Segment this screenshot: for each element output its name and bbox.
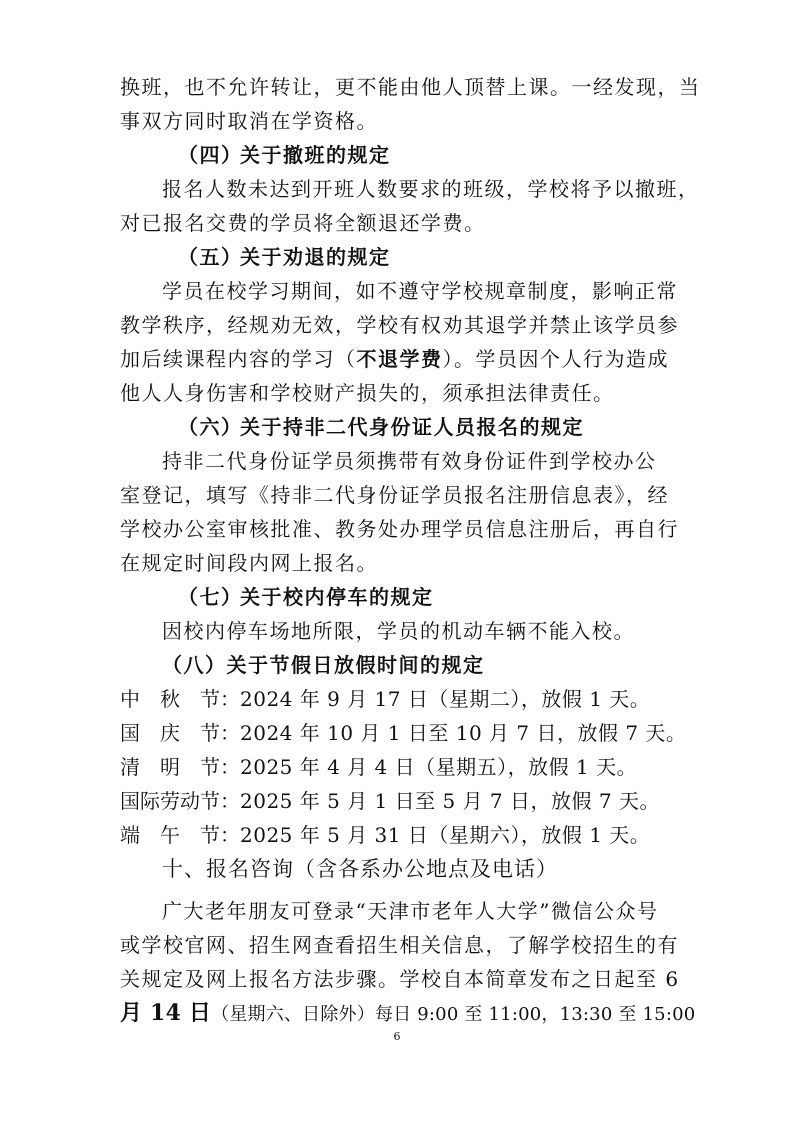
- holiday-name: 国 庆 节：: [120, 721, 240, 745]
- body-text-line: [120, 996, 696, 1032]
- holiday-row: [120, 682, 680, 716]
- holiday-row: [120, 750, 680, 784]
- holiday-row: [120, 818, 680, 852]
- holiday-name: 国际劳动节：: [120, 789, 240, 813]
- body-text-line: 或学校官网、招生网查看招生相关信息，了解学校招生的有: [120, 933, 679, 957]
- text-run: 加后续课程内容的学习（: [120, 347, 357, 371]
- section-heading-5: [178, 240, 738, 274]
- text-run: （星期六、日除外）每日 9:00 至 11:00，13:30 至 15:00: [211, 1004, 696, 1025]
- holiday-row: [120, 716, 687, 750]
- holiday-row: [120, 784, 680, 818]
- holiday-detail: 2024 年 9 月 17 日（星期二），放假 1 天。: [240, 687, 651, 711]
- section-heading-8: （八）关于节假日放假时间的规定: [162, 653, 485, 677]
- section-number: （五）: [178, 245, 243, 269]
- holiday-name: 清 明 节：: [120, 755, 240, 779]
- body-text-line: 事双方同时取消在学资格。: [120, 109, 378, 133]
- body-text-line: 因校内停车场地所限，学员的机动车辆不能入校。: [162, 619, 635, 643]
- holiday-detail: 2025 年 5 月 31 日（星期六），放假 1 天。: [240, 823, 651, 847]
- holiday-detail: 2024 年 10 月 1 日至 10 月 7 日，放假 7 天。: [240, 721, 687, 745]
- body-text-line: 教学秩序，经规劝无效，学校有权劝其退学并禁止该学员参: [120, 313, 679, 337]
- section-number: （七）: [178, 585, 243, 609]
- body-text-line: 在规定时间段内网上报名。: [120, 551, 378, 575]
- body-text-line: 报名人数未达到开班人数要求的班级，学校将予以撤班，: [162, 177, 700, 201]
- section-heading-10: 十、报名咨询（含各系办公地点及电话）: [162, 857, 558, 881]
- section-title: 关于校内停车的规定: [240, 585, 434, 609]
- section-title: 关于劝退的规定: [240, 245, 391, 269]
- body-text-line: 广大老年朋友可登录“天津市老年人大学”微信公众号: [162, 899, 659, 923]
- holiday-detail: 2025 年 5 月 1 日至 5 月 7 日，放假 7 天。: [240, 789, 660, 813]
- body-text-line: 室登记，填写《持非二代身份证学员报名注册信息表》，经: [120, 483, 669, 507]
- body-text-line: 持非二代身份证学员须携带有效身份证件到学校办公: [162, 449, 657, 473]
- section-title: 关于持非二代身份证人员报名的规定: [240, 415, 584, 439]
- body-text-line: 学校办公室审核批准、教务处办理学员信息注册后，再自行: [120, 517, 679, 541]
- holiday-detail: 2025 年 4 月 4 日（星期五），放假 1 天。: [240, 755, 638, 779]
- section-heading-7: [178, 580, 738, 614]
- body-text-line: 对已报名交费的学员将全额退还学费。: [120, 211, 486, 235]
- body-text-line: 学员在校学习期间，如不遵守学校规章制度，影响正常: [162, 279, 678, 303]
- text-run: ）。学员因个人行为造成: [442, 347, 669, 371]
- section-heading-4: [178, 138, 738, 172]
- section-heading-6: [178, 410, 738, 444]
- section-number: （六）: [178, 415, 243, 439]
- body-text-line: 换班，也不允许转让，更不能由他人顶替上课。一经发现，当: [120, 75, 701, 99]
- section-title: 关于撤班的规定: [240, 143, 391, 167]
- bold-text: 不退学费: [356, 347, 443, 371]
- section-number: （四）: [178, 143, 243, 167]
- holiday-name: 中 秋 节：: [120, 687, 240, 711]
- page-number: 6: [393, 1030, 401, 1043]
- bold-date: 月 14 日: [120, 1000, 212, 1026]
- body-text-line: 他人人身伤害和学校财产损失的，须承担法律责任。: [120, 381, 615, 405]
- body-text-line: 关规定及网上报名方法步骤。学校自本简章发布之日起至 6: [120, 967, 680, 991]
- body-text-line: [120, 342, 680, 376]
- holiday-name: 端 午 节：: [120, 823, 240, 847]
